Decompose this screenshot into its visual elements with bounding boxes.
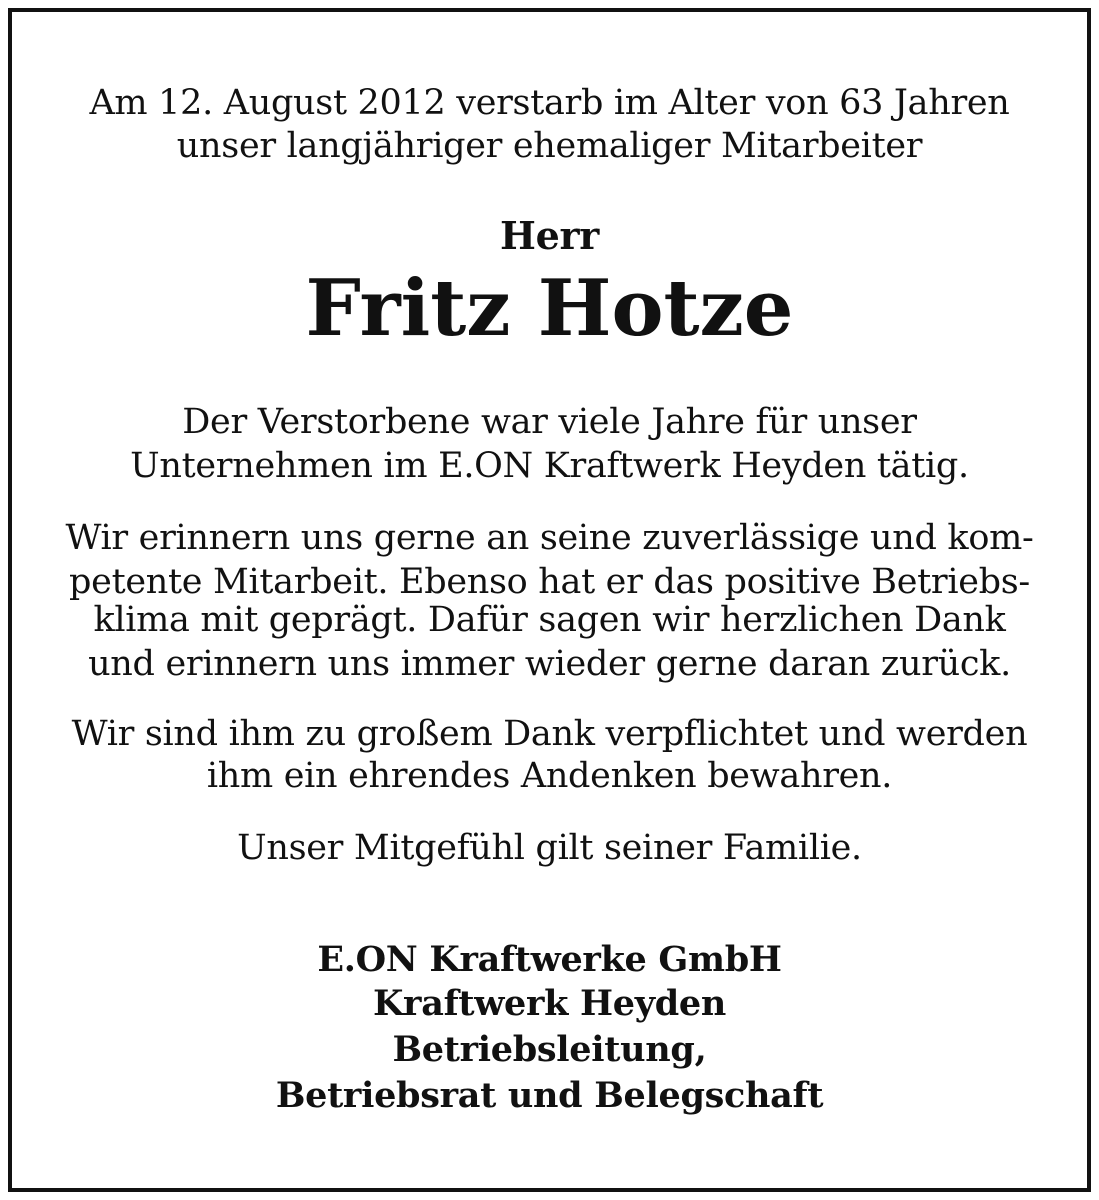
paragraph1-line-1: Der Verstorbene war viele Jahre für unser	[182, 402, 917, 442]
paragraph4-line-1: Unser Mitgefühl gilt seiner Familie.	[237, 828, 862, 868]
paragraph3-line-2: ihm ein ehrendes Andenken bewahren.	[206, 756, 893, 796]
intro-line-1: Am 12. August 2012 verstarb im Alter von 63 Jahren	[89, 83, 1010, 123]
paragraph2-line-3: klima mit geprägt. Dafür sagen wir herzlichen Dank	[93, 600, 1006, 640]
honorific: Herr	[500, 213, 599, 258]
paragraph3-line-1: Wir sind ihm zu großem Dank verpflichtet und werden	[71, 714, 1028, 754]
signature-line-1: E.ON Kraftwerke GmbH	[317, 939, 782, 980]
paragraph1-line-2: Unternehmen im E.ON Kraftwerk Heyden tätig.	[130, 446, 969, 486]
paragraph2-line-4: und erinnern uns immer wieder gerne daran zurück.	[88, 644, 1011, 684]
intro-line-2: unser langjähriger ehemaliger Mitarbeiter	[176, 126, 923, 166]
paragraph2-line-2: petente Mitarbeit. Ebenso hat er das positive Betriebs-	[69, 562, 1030, 602]
signature-line-3: Betriebsleitung,	[392, 1029, 707, 1070]
deceased-name: Fritz Hotze	[305, 263, 794, 354]
signature-line-2: Kraftwerk Heyden	[372, 983, 727, 1024]
signature-line-4: Betriebsrat und Belegschaft	[275, 1075, 824, 1116]
paragraph2-line-1: Wir erinnern uns gerne an seine zuverlässige und kom-	[65, 518, 1034, 558]
